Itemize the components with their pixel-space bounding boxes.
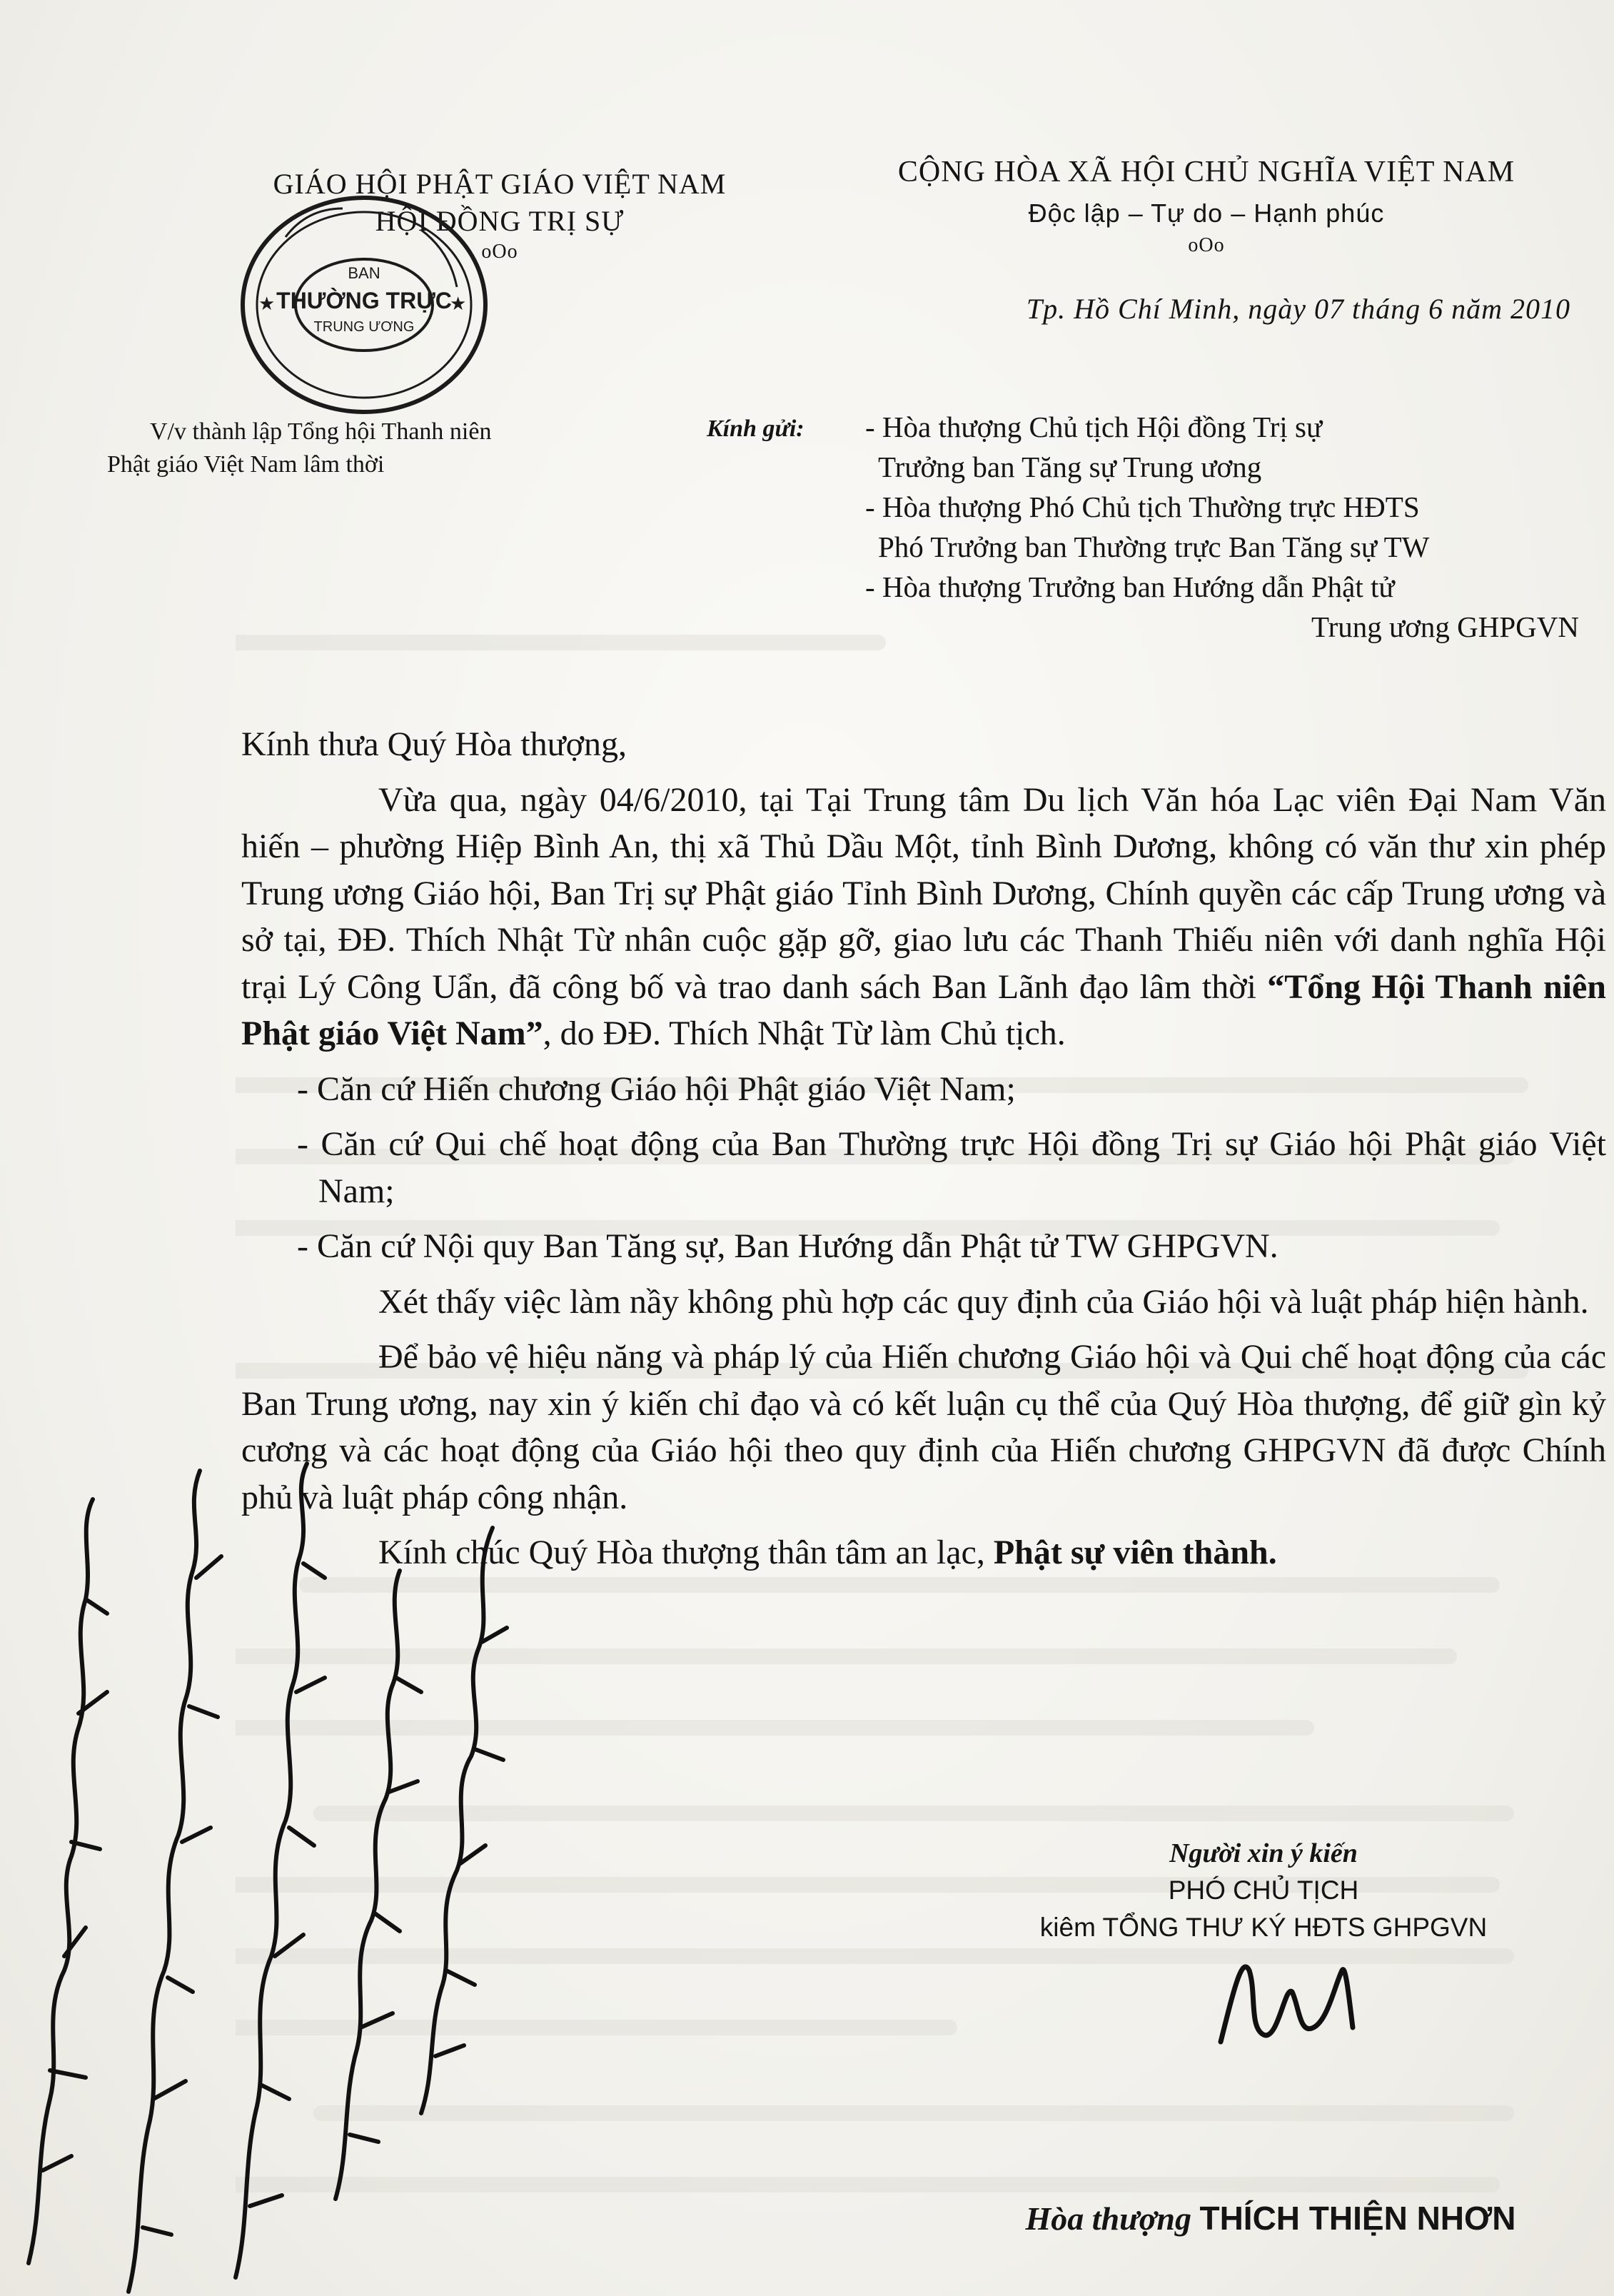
country-name: CỘNG HÒA XÃ HỘI CHỦ NGHĨA VIỆT NAM (897, 156, 1515, 188)
recipient-item: - Hòa thượng Chủ tịch Hội đồng Trị sự (865, 411, 1323, 443)
handwritten-signature (1199, 1942, 1385, 2056)
paragraph-1 (241, 777, 1606, 1057)
signer-role: Người xin ý kiến (1169, 1838, 1358, 1868)
signer-position-2: kiêm TỔNG THƯ KÝ HĐTS GHPGVN (1039, 1913, 1488, 1942)
recipient-item: - Hòa thượng Phó Chủ tịch Thường trực HĐTS (865, 490, 1420, 523)
national-header (835, 151, 1578, 330)
header-separator-right: oOo (1188, 234, 1225, 256)
signature-block (942, 1835, 1585, 1946)
recipient-item: Trung ương GHPGVN (1311, 610, 1579, 643)
seal-text-top: BAN (348, 264, 380, 282)
basis-item-3: - Căn cứ Nội quy Ban Tăng sự, Ban Hướng dẫn Phật tử TW GHPGVN. (297, 1227, 1278, 1265)
recipients-list (865, 407, 1579, 647)
svg-text:★: ★ (258, 293, 276, 314)
signer-name: THÍCH THIỆN NHƠN (1199, 2200, 1516, 2237)
subject-line-1: V/v thành lập Tổng hội Thanh niên (150, 418, 492, 445)
signer-title: Hòa thượng (1025, 2200, 1191, 2237)
closing-text: Kính chúc Quý Hòa thượng thân tâm an lạc, (378, 1534, 994, 1571)
organization-name: GIÁO HỘI PHẬT GIÁO VIỆT NAM (273, 168, 727, 200)
salutation: Kính thưa Quý Hòa thượng, (241, 725, 627, 763)
official-seal (236, 187, 521, 423)
paragraph-3: Để bảo vệ hiệu năng và pháp lý của Hiến chương Giáo hội và Qui chế hoạt động của các Ban Trung ương, nay xin ý kiến chỉ đạo và có kết luận cụ thể của Quý Hòa thượng, để giữ gìn kỷ cương và các hoạt động của Giáo hội theo quy định của Hiến chương GHPGVN đã được Chính phủ và luật pháp công nhận. (241, 1338, 1606, 1516)
signer-position-1: PHÓ CHỦ TỊCH (1168, 1875, 1359, 1905)
svg-text:★: ★ (450, 293, 467, 314)
recipient-item: Trưởng ban Tăng sự Trung ương (878, 450, 1262, 483)
subject-line (107, 416, 707, 481)
national-motto: Độc lập – Tự do – Hạnh phúc (1028, 198, 1385, 228)
place-date: Tp. Hồ Chí Minh, ngày 07 tháng 6 năm 2010 (1026, 293, 1570, 325)
header-separator-left: oOo (481, 241, 518, 263)
recipients-label: Kính gửi: (707, 416, 805, 442)
seal-text-bottom: TRUNG ƯƠNG (313, 319, 415, 335)
subject-line-2: Phật giáo Việt Nam lâm thời (107, 451, 385, 478)
seal-text-main: THƯỜNG TRỰC (276, 288, 452, 313)
signer-name-line (949, 2199, 1592, 2237)
handwritten-margin-note (0, 1456, 543, 2296)
council-name: HỘI ĐỒNG TRỊ SỰ (375, 205, 625, 237)
paragraph-1-end: , do ĐĐ. Thích Nhật Từ làm Chủ tịch. (543, 1014, 1066, 1052)
letter-body (241, 721, 1606, 1576)
paragraph-2: Xét thấy việc làm nầy không phù hợp các quy định của Giáo hội và luật pháp hiện hành. (378, 1282, 1589, 1321)
paragraph-1-text: Vừa qua, ngày 04/6/2010, tại Tại Trung tâm Du lịch Văn hóa Lạc viên Đại Nam Văn hiến – phường Hiệp Bình An, thị xã Thủ Dầu Một, tỉnh Bình Dương, không có văn thư xin phép Trung ương Giáo hội, Ban Trị sự Phật giáo Tỉnh Bình Dương, Chính quyền các cấp Trung ương và sở tại, ĐĐ. Thích Nhật Từ nhân cuộc gặp gỡ, giao lưu các Thanh Thiếu niên với danh nghĩa Hội trại Lý Công Uẩn, đã công bố và trao danh sách Ban Lãnh đạo lâm thời (241, 780, 1606, 1006)
organization-highlight: “Tổng Hội Thanh niên Phật giáo Việt Nam” (241, 967, 1606, 1052)
closing-bold: Phật sự viên thành. (993, 1534, 1277, 1571)
recipient-item: Phó Trưởng ban Thường trực Ban Tăng sự TW (878, 530, 1430, 563)
basis-item-1: - Căn cứ Hiến chương Giáo hội Phật giáo Việt Nam; (297, 1069, 1016, 1108)
basis-item-2: - Căn cứ Qui chế hoạt động của Ban Thường trực Hội đồng Trị sự Giáo hội Phật giáo Việt Nam; (297, 1125, 1606, 1210)
recipient-item: - Hòa thượng Trưởng ban Hướng dẫn Phật tử (865, 570, 1395, 603)
